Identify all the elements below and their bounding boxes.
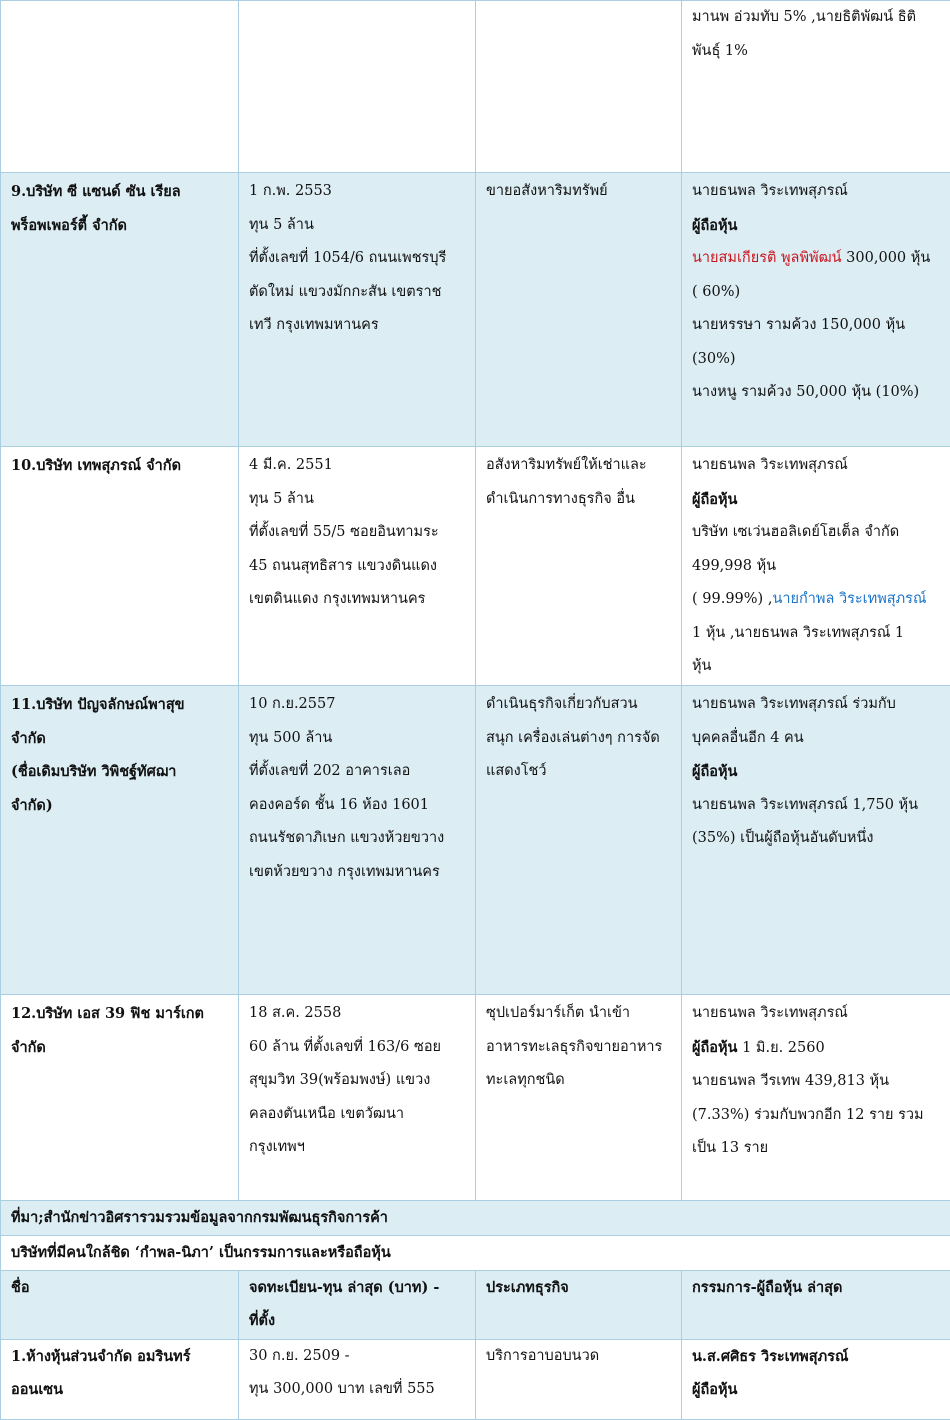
company-name: 12.บริษัท เอส 39 ฟิช มาร์เกต	[11, 997, 228, 1031]
holders-label: ผู้ถือหุ้น	[692, 1373, 940, 1407]
company-name: 10.บริษัท เทพสุภรณ์ จำกัด	[11, 449, 228, 483]
business-type-cell	[476, 995, 682, 1201]
cell-line: บริษัท เซเว่นฮอลิเดย์โฮเต็ล จำกัด	[692, 516, 940, 550]
company-name: จำกัด)	[11, 789, 228, 823]
cell-line: (30%)	[692, 343, 940, 377]
cell-line: 4 มี.ค. 2551	[249, 449, 465, 483]
company-name: 9.บริษัท ซี แซนด์ ซัน เรียล	[11, 175, 228, 209]
registration-cell	[239, 1339, 476, 1419]
holders-label: ผู้ถือหุ้น	[692, 755, 940, 789]
holder-line	[692, 242, 940, 276]
holder-line	[692, 583, 940, 617]
cell-line: ทุน 5 ล้าน	[249, 209, 465, 243]
cell-line: ทุน 500 ล้าน	[249, 722, 465, 756]
director-name: น.ส.ศศิธร วิระเทพสุภรณ์	[692, 1340, 940, 1374]
cell-line: สนุก เครื่องเล่นต่างๆ การจัด	[486, 722, 671, 756]
registration-cell	[239, 686, 476, 995]
cell-line: มานพ อ่วมทับ 5% ,นายธิติพัฒน์ ธิติ	[692, 1, 940, 35]
cell-line: นายธนพล วิระเทพสุภรณ์ 1,750 หุ้น	[692, 789, 940, 823]
cell-line: อาหารทะเลธุรกิจขายอาหาร	[486, 1031, 671, 1065]
cell-line: คลองตันเหนือ เขตวัฒนา	[249, 1098, 465, 1132]
business-type-cell	[476, 447, 682, 686]
holders-label: ผู้ถือหุ้น	[692, 1039, 737, 1056]
cell-line: ที่ตั้งเลขที่ 55/5 ซอยอินทามระ	[249, 516, 465, 550]
director-name: นายธนพล วิระเทพสุภรณ์	[692, 449, 940, 483]
cell-line: นายหรรษา รามค้วง 150,000 หุ้น	[692, 309, 940, 343]
name-cell	[1, 1, 239, 173]
cell-line: เขตห้วยขวาง กรุงเทพมหานคร	[249, 856, 465, 890]
director-name: นายธนพล วิระเทพสุภรณ์	[692, 997, 940, 1031]
cell-line: กรุงเทพฯ	[249, 1131, 465, 1165]
header-line: ที่ตั้ง	[249, 1304, 465, 1338]
cell-line: 499,998 หุ้น	[692, 550, 940, 584]
cell-line: 45 ถนนสุทธิสาร แขวงดินแดง	[249, 550, 465, 584]
cell-line: 18 ส.ค. 2558	[249, 997, 465, 1031]
cell-line: ตัดใหม่ แขวงมักกะสัน เขตราช	[249, 276, 465, 310]
cell-line: แสดงโชว์	[486, 755, 671, 789]
header-business-type: ประเภทธุรกิจ	[476, 1270, 682, 1339]
director-name: นายธนพล วิระเทพสุภรณ์ ร่วมกับ	[692, 688, 940, 722]
company-name: (ชื่อเดิมบริษัท วิพิชฐ์ทัศฌา	[11, 755, 228, 789]
source-note: ที่มา;สำนักข่าวอิศรารวมรวมข้อมูลจากกรมพัฒนธุรกิจการค้า	[1, 1201, 950, 1236]
holder-shares: 300,000 หุ้น	[842, 250, 931, 266]
linked-holder-name[interactable]: นายกำพล วิระเทพสุภรณ์	[772, 591, 926, 607]
table-row	[1, 1339, 950, 1419]
company-name: 11.บริษัท ปัญจลักษณ์พาสุข	[11, 688, 228, 722]
cell-line: หุ้น	[692, 650, 940, 684]
company-name: พร็อพเพอร์ตี้ จำกัด	[11, 209, 228, 243]
cell-line: 10 ก.ย.2557	[249, 688, 465, 722]
holders-date: 1 มิ.ย. 2560	[737, 1040, 824, 1056]
registration-cell	[239, 1, 476, 173]
directors-cell	[682, 1339, 950, 1419]
registration-cell	[239, 173, 476, 447]
highlighted-holder-name: นายสมเกียรติ พูลพิพัฒน์	[692, 250, 842, 266]
header-row	[1, 1270, 950, 1339]
company-name-cell	[1, 686, 239, 995]
cell-line: สุขุมวิท 39(พร้อมพงษ์) แขวง	[249, 1064, 465, 1098]
cell-line: ( 60%)	[692, 276, 940, 310]
table-row	[1, 1, 950, 173]
cell-line: (35%) เป็นผู้ถือหุ้นอันดับหนึ่ง	[692, 822, 940, 856]
directors-cell	[682, 1, 950, 173]
header-name: ชื่อ	[1, 1270, 239, 1339]
business-type-cell	[476, 686, 682, 995]
holder-percent: ( 99.99%) ,	[692, 591, 772, 607]
cell-line: ดำเนินการทางธุรกิจ อื่น	[486, 483, 671, 517]
director-name: นายธนพล วิระเทพสุภรณ์	[692, 175, 940, 209]
holders-line	[692, 1031, 940, 1066]
directors-cell	[682, 173, 950, 447]
cell-line: ที่ตั้งเลขที่ 202 อาคารเลอ	[249, 755, 465, 789]
company-name-cell	[1, 447, 239, 686]
cell-line: ทุน 300,000 บาท เลขที่ 555	[249, 1373, 465, 1407]
cell-line: 1 หุ้น ,นายธนพล วิระเทพสุภรณ์ 1	[692, 617, 940, 651]
directors-cell	[682, 686, 950, 995]
header-registration	[239, 1270, 476, 1339]
company-name: จำกัด	[11, 1031, 228, 1065]
cell-line: ดำเนินธุรกิจเกี่ยวกับสวน	[486, 688, 671, 722]
registration-cell	[239, 995, 476, 1201]
cell-line: บุคคลอื่นอีก 4 คน	[692, 722, 940, 756]
cell-line: พันธุ์ 1%	[692, 35, 940, 69]
cell-line: เขตดินแดง กรุงเทพมหานคร	[249, 583, 465, 617]
header-line: จดทะเบียน-ทุน ล่าสุด (บาท) -	[249, 1271, 465, 1305]
cell-line: คองคอร์ด ชั้น 16 ห้อง 1601	[249, 789, 465, 823]
table-row	[1, 173, 950, 447]
cell-line: นางหนู รามค้วง 50,000 หุ้น (10%)	[692, 376, 940, 410]
cell-line: ถนนรัชดาภิเษก แขวงห้วยขวาง	[249, 822, 465, 856]
holders-label: ผู้ถือหุ้น	[692, 483, 940, 517]
cell-line: 30 ก.ย. 2509 -	[249, 1340, 465, 1374]
company-name-cell	[1, 995, 239, 1201]
cell-line: ซุปเปอร์มาร์เก็ต นำเข้า	[486, 997, 671, 1031]
cell-line: (7.33%) ร่วมกับพวกอีก 12 ราย รวม	[692, 1099, 940, 1133]
cell-line: นายธนพล วีรเทพ 439,813 หุ้น	[692, 1065, 940, 1099]
cell-line: ที่ตั้งเลขที่ 1054/6 ถนนเพชรบุรี	[249, 242, 465, 276]
table-row	[1, 686, 950, 995]
directors-cell	[682, 447, 950, 686]
section-title: บริษัทที่มีคนใกล้ชิด ‘กำพล-นิภา’ เป็นกรรมการและหรือถือหุ้น	[1, 1236, 950, 1271]
cell-line: เป็น 13 ราย	[692, 1132, 940, 1166]
business-type-cell	[476, 1, 682, 173]
business-type-cell	[476, 173, 682, 447]
company-name-cell	[1, 1339, 239, 1419]
cell-line: 60 ล้าน ที่ตั้งเลขที่ 163/6 ซอย	[249, 1031, 465, 1065]
cell-line: เทวี กรุงเทพมหานคร	[249, 309, 465, 343]
header-directors: กรรมการ-ผู้ถือหุ้น ล่าสุด	[682, 1270, 950, 1339]
directors-cell	[682, 995, 950, 1201]
company-name: ออนเซน	[11, 1373, 228, 1407]
cell-line: บริการอาบอบนวด	[486, 1340, 671, 1374]
registration-cell	[239, 447, 476, 686]
section-title-row	[1, 1236, 950, 1271]
holders-label: ผู้ถือหุ้น	[692, 209, 940, 243]
company-name-cell	[1, 173, 239, 447]
cell-line: 1 ก.พ. 2553	[249, 175, 465, 209]
cell-line: ทุน 5 ล้าน	[249, 483, 465, 517]
source-row	[1, 1201, 950, 1236]
cell-line: ขายอสังหาริมทรัพย์	[486, 175, 671, 209]
business-type-cell	[476, 1339, 682, 1419]
cell-line: อสังหาริมทรัพย์ให้เช่าและ	[486, 449, 671, 483]
company-name: 1.ห้างหุ้นส่วนจำกัด อมรินทร์	[11, 1340, 228, 1374]
cell-line: ทะเลทุกชนิด	[486, 1064, 671, 1098]
company-name: จำกัด	[11, 722, 228, 756]
table-row	[1, 447, 950, 686]
table-row	[1, 995, 950, 1201]
